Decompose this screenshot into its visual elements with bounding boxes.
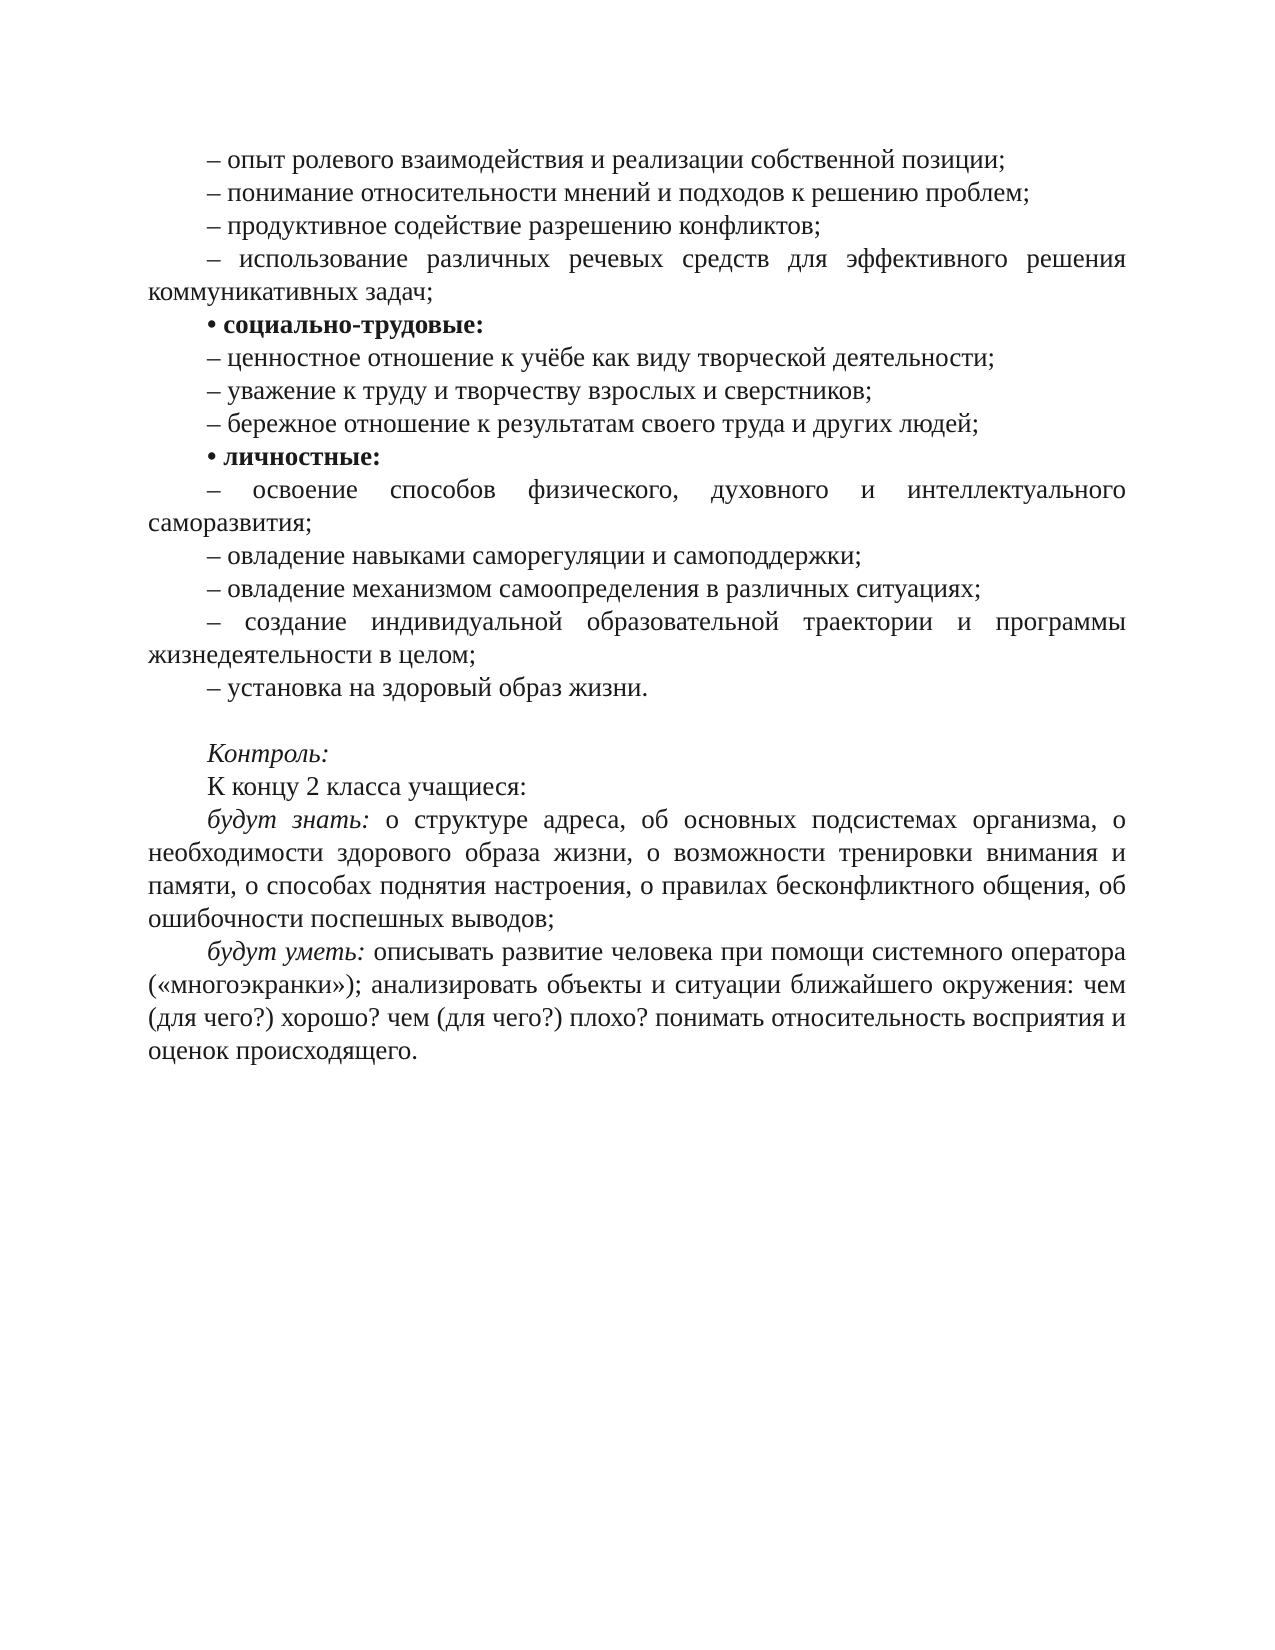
list-item: – ценностное отношение к учёбе как виду творческой деятельности;	[207, 342, 996, 372]
can-text: описывать развитие человека при помощи системного оператора («многоэкранки»); анализировать объекты и ситуации ближайшего окружения: чем (для чего?) хорошо? чем (для чего?) плохо? понимать относительность восприятия и оценок происходящего.	[148, 936, 1126, 1065]
section-heading-social-labor: • социально-трудовые:	[207, 309, 485, 339]
list-item: – уважение к труду и творчеству взрослых и сверстников;	[207, 375, 873, 405]
list-item: – овладение механизмом самоопределения в различных ситуациях;	[207, 573, 982, 603]
list-item: – продуктивное содействие разрешению конфликтов;	[207, 210, 822, 240]
list-item: – освоение способов физического, духовного и интеллектуального саморазвития;	[148, 474, 1126, 537]
control-title: Контроль:	[207, 738, 330, 768]
list-item: – опыт ролевого взаимодействия и реализации собственной позиции;	[207, 144, 1006, 174]
paragraph-spacer	[148, 704, 1126, 737]
know-label: будут знать:	[207, 804, 371, 834]
document-page	[148, 143, 1126, 1067]
list-item: – бережное отношение к результатам своего труда и других людей;	[207, 408, 980, 438]
know-paragraph	[148, 803, 1126, 935]
know-text: о структуре адреса, об основных подсистемах организма, о необходимости здорового образа жизни, о возможности тренировки внимания и памяти, о способах поднятия настроения, о правилах бесконфликтного общения, об ошибочности поспешных выводов;	[148, 804, 1126, 933]
list-item: – овладение навыками саморегуляции и самоподдержки;	[207, 540, 862, 570]
can-label: будут уметь:	[207, 936, 366, 966]
list-item: – понимание относительности мнений и подходов к решению проблем;	[207, 177, 1030, 207]
list-item: – создание индивидуальной образовательной траектории и программы жизнедеятельности в целом;	[148, 606, 1126, 669]
list-item: – установка на здоровый образ жизни.	[207, 672, 649, 702]
list-item: – использование различных речевых средств для эффективного решения коммуникативных задач;	[148, 243, 1126, 306]
section-heading-personal: • личностные:	[207, 441, 382, 471]
can-paragraph	[148, 935, 1126, 1067]
control-intro: К концу 2 класса учащиеся:	[207, 771, 527, 801]
